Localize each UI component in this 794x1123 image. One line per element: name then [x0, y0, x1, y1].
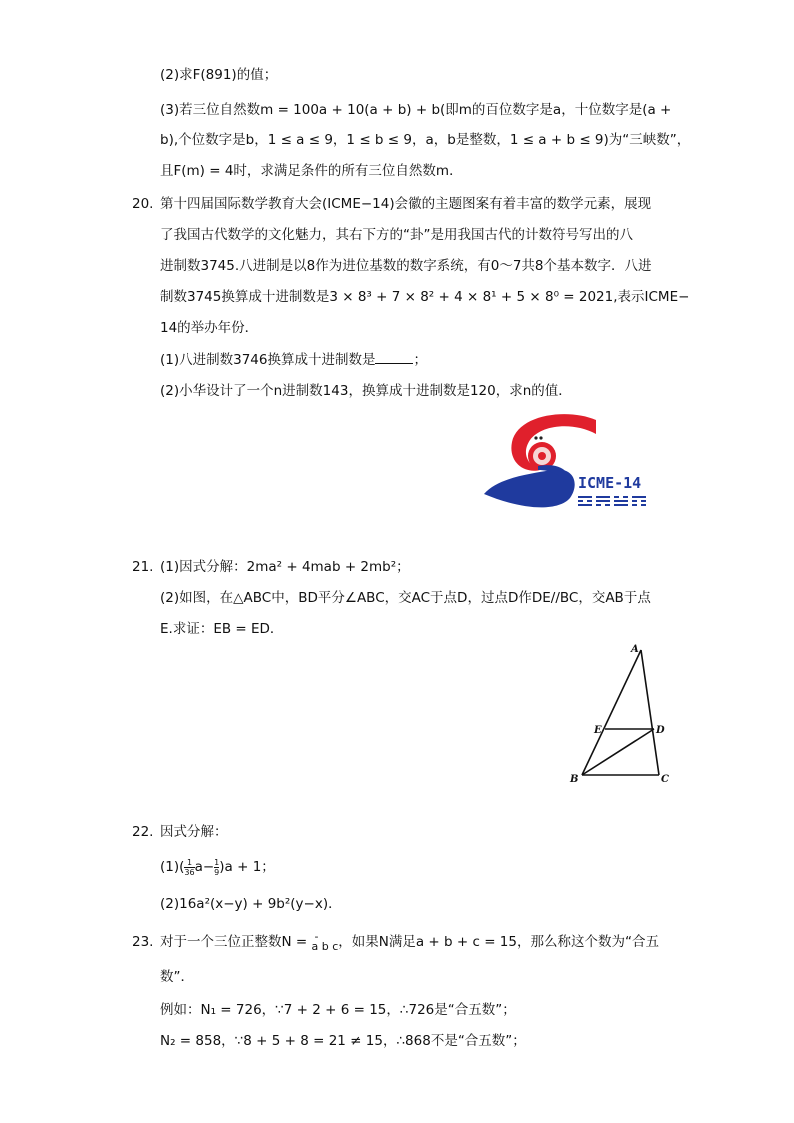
q20-line4: 制数3745换算成十进制数是3 × 8³ + 7 × 8² + 4 × 8¹ + 5 × 8⁰ = 2021,表示ICME− [160, 289, 690, 305]
label-a: A [631, 644, 639, 655]
overlined-digits: - a b c [312, 937, 339, 957]
q19-part3-line2: b),个位数字是b，1 ≤ a ≤ 9，1 ≤ b ≤ 9，a，b是整数，1 ≤ a + b ≤ 9)为“三峡数”， [160, 132, 691, 148]
q20-part1 [160, 350, 427, 370]
q23-line1 [160, 932, 659, 957]
icme-14-logo [478, 412, 674, 522]
fraction-1-36 [184, 858, 194, 877]
q21-part1: (1)因式分解：2ma² + 4mab + 2mb²； [160, 559, 410, 575]
q20-number: 20. [132, 196, 154, 212]
triangle-figure [566, 638, 678, 788]
q20-part1-text: (1)八进制数3746换算成十进制数是 [160, 352, 376, 368]
label-e: E [594, 725, 602, 736]
segment-ac [641, 650, 659, 775]
q23-number: 23. [132, 934, 154, 950]
q20-line3: 进制数3745.八进制是以8作为进位基数的数字系统，有0～7共8个基本数字．八进 [160, 258, 652, 274]
q21-number: 21. [132, 559, 154, 575]
q23-example2: N₂ = 858，∵8 + 5 + 8 = 21 ≠ 15，∴868不是“合五数”； [160, 1033, 526, 1049]
logo-text: ICME-14 [578, 474, 642, 492]
q20-part1-end: ； [413, 352, 427, 368]
q20-line2: 了我国古代数学的文化魅力，其右下方的“卦”是用我国古代的计数符号写出的八 [160, 227, 633, 243]
q23-line1-suffix: ，如果N满足a + b + c = 15，那么称这个数为“合五 [338, 934, 659, 950]
q20-line1: 第十四届国际数学教育大会(ICME−14)会徽的主题图案有着丰富的数学元素，展现 [160, 196, 652, 212]
q23-example1: 例如：N₁ = 726，∵7 + 2 + 6 = 15，∴726是“合五数”； [160, 1002, 516, 1018]
q22-part1-mid: a− [194, 859, 215, 875]
q22-number: 22. [132, 824, 154, 840]
label-b: B [570, 774, 579, 785]
q19-part3-line1: (3)若三位自然数m = 100a + 10(a + b) + b(即m的百位数字是a，十位数字是(a + [160, 102, 672, 118]
q22-title: 因式分解： [160, 824, 228, 840]
label-d: D [656, 725, 665, 736]
q22-part1 [160, 857, 275, 877]
q21-part2-line1: (2)如图，在△ABC中，BD平分∠ABC，交AC于点D，过点D作DE//BC，交AB于点 [160, 590, 651, 606]
frac1-denominator: 36 [184, 867, 195, 877]
logo-dot [539, 436, 542, 439]
q23-line2: 数”． [160, 969, 194, 985]
label-c: C [661, 774, 669, 785]
logo-ball-center [538, 452, 546, 460]
q19-part3-line3: 且F(m) = 4时，求满足条件的所有三位自然数m． [160, 163, 463, 179]
q23-line1-prefix: 对于一个三位正整数N = [160, 934, 312, 950]
q21-part2-line2: E.求证：EB = ED． [160, 621, 284, 637]
logo-gua-symbols [578, 496, 646, 506]
frac2-denominator: 9 [214, 867, 220, 877]
frac2-numerator: 1 [214, 857, 220, 867]
q19-part2: (2)求F(891)的值； [160, 67, 278, 83]
q22-part2: (2)16a²(x−y) + 9b²(y−x)． [160, 896, 342, 912]
frac1-numerator: 1 [186, 857, 193, 867]
q20-line5: 14的举办年份． [160, 320, 259, 336]
q22-part1-suffix: )a + 1； [219, 859, 275, 875]
q20-part2: (2)小华设计了一个n进制数143，换算成十进制数是120，求n的值． [160, 383, 572, 399]
answer-blank [375, 351, 413, 364]
logo-dot [534, 436, 537, 439]
q22-part1-prefix: (1)( [160, 859, 185, 875]
